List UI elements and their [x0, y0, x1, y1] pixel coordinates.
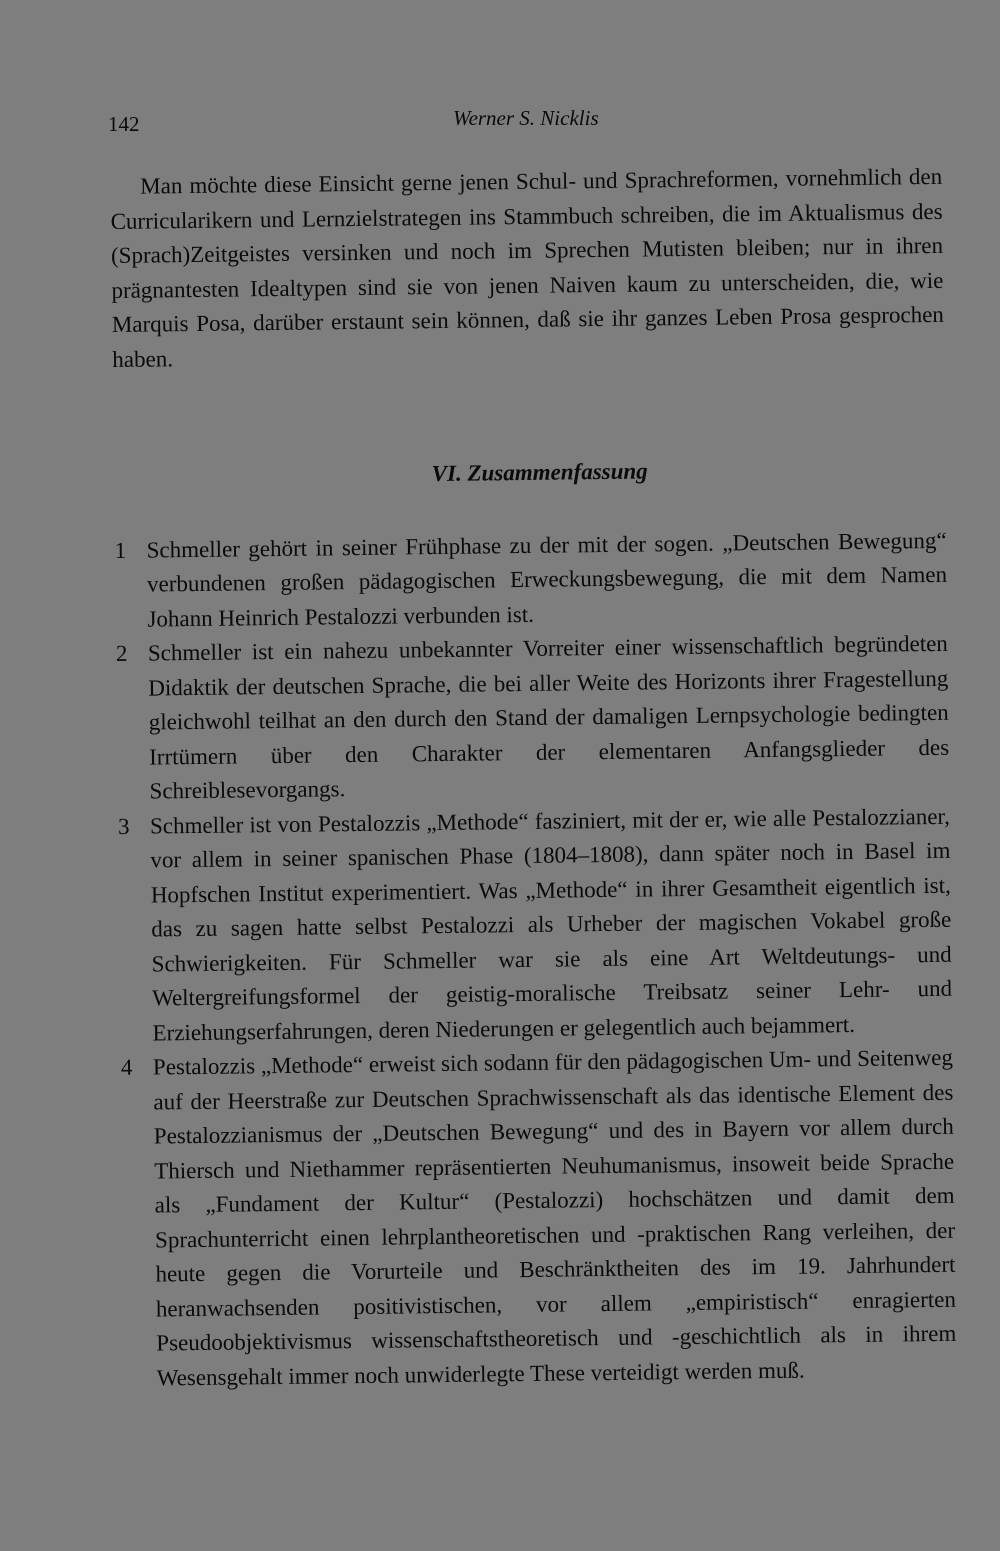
- item-number: 1: [114, 537, 127, 563]
- item-number: 2: [115, 640, 128, 666]
- item-text: Schmeller gehört in seiner Frühphase zu der mit der sogen. „Deutschen Bewegung“ verbundenen großen pädagogischen Erweckungsbewegung, die mit dem Namen Johann Heinrich Pestalozzi verbunden ist.: [146, 527, 948, 632]
- page-number: 142: [108, 112, 140, 136]
- item-number: 4: [120, 1054, 133, 1080]
- section-title: VI. Zusammenfassung: [431, 458, 648, 487]
- summary-item-4: [121, 1041, 957, 1396]
- summary-item-1: [114, 523, 947, 637]
- item-text: Schmeller ist von Pestalozzis „Methode“ fasziniert, mit der er, wie alle Pestalozzianer, vor allem in seiner spanischen Phase (1804–1808), dann später noch in Basel im Hopfschen Institut experimentiert. Was „Methode“ in ihrer Gesamtheit eigentlich ist, das zu sagen hatte selbst Pestalozzi als Urheber der magischen Vokabel große Schwierigkeiten. Für Schmeller war sie als eine Art Weltdeutungs- und Weltergreifungsformel der geistig-moralische Treibsatz seiner Lehr- und Erziehungserfahrungen, deren Niederungen er gelegentlich auch bejammert.: [149, 803, 953, 1046]
- summary-item-2: [116, 627, 950, 810]
- item-number: 3: [117, 813, 130, 839]
- running-head: Werner S. Nicklis: [453, 106, 599, 130]
- page-header: [108, 106, 948, 136]
- item-text: Schmeller ist ein nahezu unbekannter Vorreiter einer wissenschaftlich begründeten Didaktik der deutschen Sprache, die bei aller Weite des Horizonts ihrer Fragestellung gleichwohl teilhat an den durch den Stand der damaligen Lernpsychologie bedingten Irrtümern über den Charakter der elementaren Anfangsglieder des Schreiblesevorgangs.: [147, 630, 950, 804]
- item-text: Pestalozzis „Methode“ erweist sich sodann für den pädagogischen Um- und Seitenweg auf der Heerstraße zur Deutschen Sprachwissenschaft als das identische Element des Pestalozzianismus der „Deutschen Bewegung“ und des in Bayern vor allem durch Thiersch und Niethammer repräsentierten Neuhumanismus, insoweit beide Sprache als „Fundament der Kultur“ (Pestalozzi) hochschätzen und damit dem Sprachunterricht einen lehrplantheoretischen und -praktischen Rang verleihen, der heute gegen die Vorurteile und Beschränktheiten des im 19. Jahrhundert heranwachsenden positivistischen, vor allem „empiristisch“ enragierten Pseudoobjektivismus wissenschaftstheoretisch und -geschichtlich als in ihrem Wesensgehalt immer noch unwiderlegte These verteidigt werden muß.: [152, 1044, 957, 1391]
- summary-list: [114, 523, 956, 1396]
- summary-item-3: [118, 799, 953, 1051]
- body-text: [110, 160, 957, 1396]
- intro-paragraph: Man möchte diese Einsicht gerne jenen Schul- und Sprachreformen, vornehmlich den Curricularikern und Lernzielstrategen ins Stammbuch schreiben, die im Aktualismus des (Sprach)Zeitgeistes versinken und noch im Sprechen Mutisten bleiben; nur in ihren prägnantesten Idealtypen sind sie von jenen Naiven kaum zu unterscheiden, die, wie Marquis Posa, darüber erstaunt sein können, daß sie ihr ganzes Leben Prosa gesprochen haben.: [110, 163, 944, 372]
